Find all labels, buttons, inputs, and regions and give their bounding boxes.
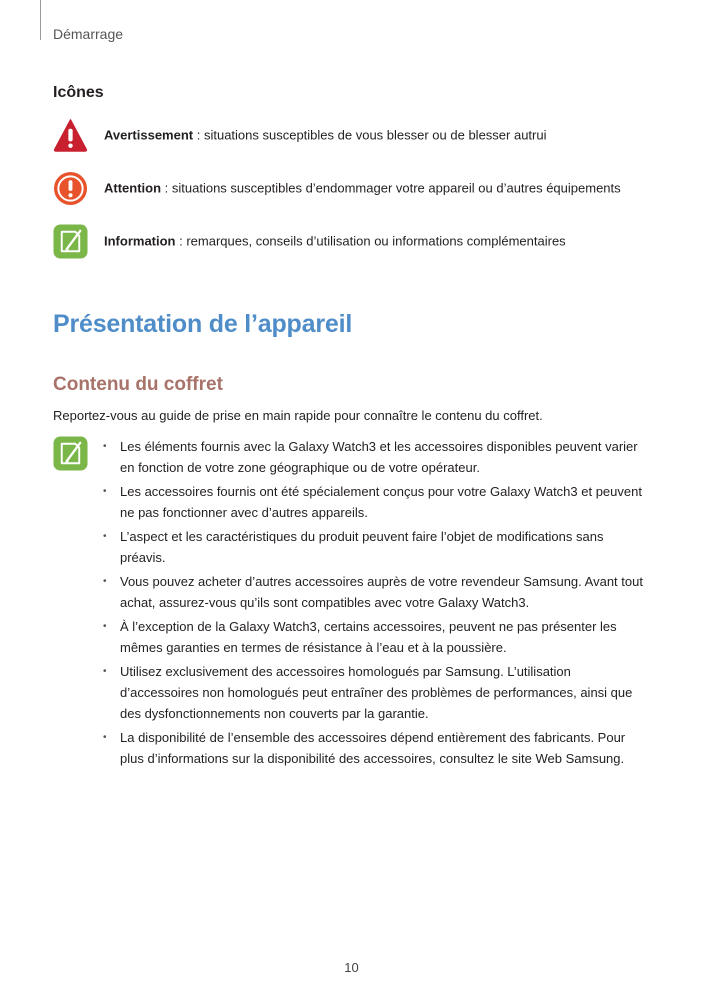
legend-desc: : situations susceptibles d’endommager votre appareil ou d’autres équipements [161, 180, 621, 196]
corner-mark [40, 0, 41, 40]
list-item-text: L’aspect et les caractéristiques du produit peuvent faire l’objet de modifications sans préavis. [120, 529, 604, 565]
list-item-text: À l’exception de la Galaxy Watch3, certains accessoires, peuvent ne pas présenter les mêmes garanties en termes de résistance à l’eau et à la poussière. [120, 619, 617, 655]
legend-row-warning [53, 118, 547, 152]
list-item [103, 526, 651, 568]
legend-row-caution [53, 171, 621, 205]
bullet-dot-icon: • [103, 576, 107, 587]
legend-term: Attention [104, 180, 162, 196]
list-item [103, 436, 651, 478]
list-item [103, 571, 651, 613]
list-item-text: Utilisez exclusivement des accessoires homologués par Samsung. L’utilisation d’accessoires non homologués peut entraîner des problèmes de performances, ainsi que des dysfonctionnements non couverts par la garantie. [120, 664, 633, 721]
legend-desc: : remarques, conseils d’utilisation ou informations complémentaires [175, 233, 566, 249]
list-item-text: Les accessoires fournis ont été spécialement conçus pour votre Galaxy Watch3 et peuvent ne pas fonctionner avec d’autres appareils. [120, 484, 642, 520]
bullet-dot-icon: • [103, 621, 107, 632]
note-bullet-list [103, 436, 651, 772]
legend-desc: : situations susceptibles de vous blesser ou de blesser autrui [193, 127, 547, 143]
intro-paragraph: Reportez-vous au guide de prise en main rapide pour connaître le contenu du coffret. [53, 408, 543, 423]
list-item [103, 616, 651, 658]
running-head: Démarrage [53, 26, 124, 42]
caution-exclamation-icon [53, 171, 88, 206]
bullet-dot-icon: • [103, 531, 107, 542]
list-item-text: Vous pouvez acheter d’autres accessoires auprès de votre revendeur Samsung. Avant tout achat, assurez-vous qu’ils sont compatibles avec votre Galaxy Watch3. [120, 574, 643, 610]
list-item-text: Les éléments fournis avec la Galaxy Watch3 et les accessoires disponibles peuvent varier en fonction de votre zone géographique ou de votre opérateur. [120, 439, 638, 475]
warning-triangle-icon [53, 118, 88, 153]
page-number: 10 [344, 960, 359, 975]
legend-text-caution [104, 181, 621, 196]
legend-text-warning [104, 128, 547, 143]
bullet-dot-icon: • [103, 486, 107, 497]
bullet-dot-icon: • [103, 441, 107, 452]
legend-term: Avertissement [104, 127, 194, 143]
subsection-title: Contenu du coffret [53, 374, 223, 395]
list-item [103, 481, 651, 523]
section-title: Présentation de l’appareil [53, 310, 353, 338]
legend-term: Information [104, 233, 176, 249]
legend-row-information [53, 224, 566, 258]
bullet-dot-icon: • [103, 666, 107, 677]
note-pencil-icon [53, 436, 88, 471]
list-item [103, 661, 651, 724]
list-item [103, 727, 651, 769]
bullet-dot-icon: • [103, 732, 107, 743]
legend-text-information [104, 234, 566, 249]
note-pencil-icon [53, 224, 88, 259]
icons-heading: Icônes [53, 84, 104, 101]
list-item-text: La disponibilité de l’ensemble des accessoires dépend entièrement des fabricants. Pour plus d’informations sur la disponibilité des accessoires, consultez le site Web Samsung. [120, 730, 626, 766]
